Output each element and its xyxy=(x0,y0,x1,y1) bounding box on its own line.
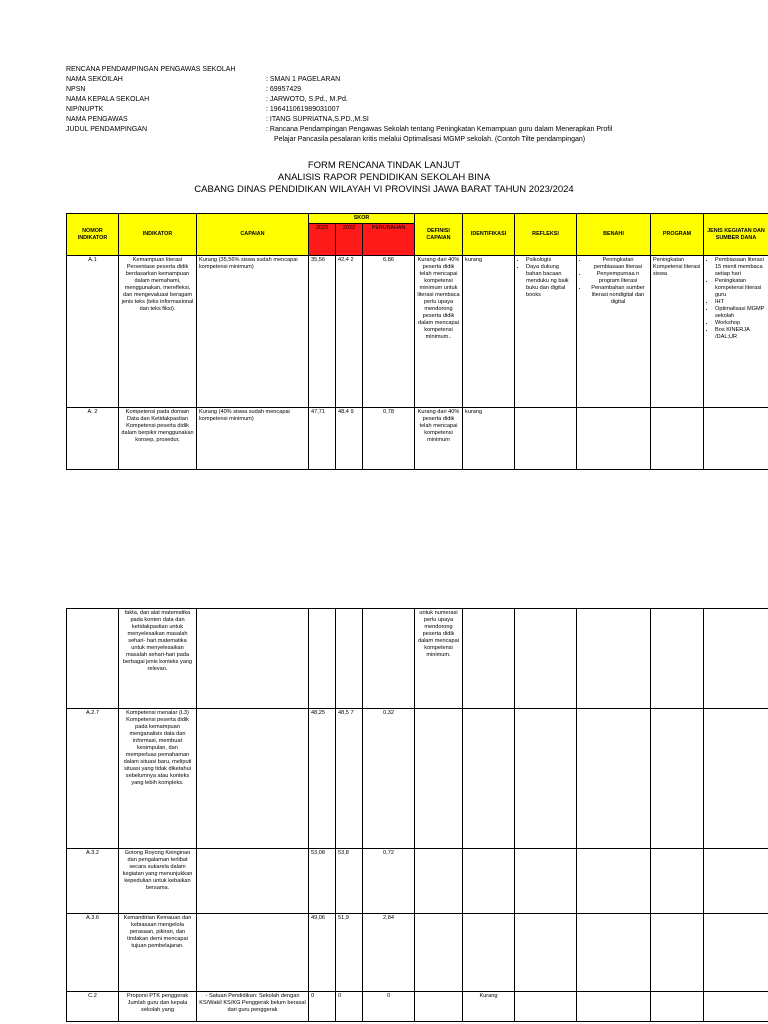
cell-indikator: Kompetensi pada domain Data dan Ketidakpastian Kompetensi peserta didik dalam berpikir menggunakan konsep, prosedur, xyxy=(119,408,197,470)
cell-nomor: A.2.7 xyxy=(67,709,119,849)
cell-capaian: Kurang (35,56% siswa sudah mencapai kompetensi minimum) xyxy=(197,256,309,408)
cell-benahi xyxy=(577,709,651,849)
cell-capaian xyxy=(197,849,309,914)
cell-definisi xyxy=(415,914,463,992)
col-nomor: NOMOR INDIKATOR xyxy=(67,214,119,256)
cell-capaian xyxy=(197,914,309,992)
header-field-value: : JARWOTO, S.Pd., M.Pd. xyxy=(266,96,348,103)
col-refleksi: REFLEKSI xyxy=(515,214,577,256)
judul-continuation: Pelajar Pancasila pesalaran kritis melalui Optimalisasi MGMP sekolah. (Contoh Tilte pendampingan) xyxy=(274,136,586,143)
cell-identifikasi xyxy=(463,709,515,849)
cell-definisi: Kurang dari 40% peserta didik telah mencapai kompetensi minimum untuk literasi membaca perlu upaya mendorong peserta didik dalam mencapai kompetensi minimum.. xyxy=(415,256,463,408)
jenis-item: • Optimalisasi MGMP sekolah xyxy=(715,306,766,320)
col-identifikasi: IDENTIFIKASI xyxy=(463,214,515,256)
cell-jenis xyxy=(704,992,768,1022)
header-field-label: NPSN xyxy=(66,86,86,93)
cell-skor-2023: 53,08 xyxy=(309,849,336,914)
cell-skor-2023: 0 xyxy=(309,992,336,1022)
cell-identifikasi: kurang xyxy=(463,408,515,470)
cell-program xyxy=(651,992,704,1022)
refleksi-item: • Psikologis xyxy=(526,257,574,264)
header-field-label: NAMA SEKOILAH xyxy=(66,76,123,83)
refleksi-item: • Daya dukung bahan bacaan menduku ng baik buku dan digital books xyxy=(526,264,574,299)
cell-refleksi xyxy=(515,256,577,408)
cell-perubahan: 2,84 xyxy=(363,914,415,992)
cell-jenis xyxy=(704,709,768,849)
header-field-row xyxy=(66,105,724,115)
header-field-label: NAMA PENGAWAS xyxy=(66,116,128,123)
jenis-item: • Pembiasaan literasi 15 menit membaca setiap hari xyxy=(715,257,766,278)
cell-identifikasi xyxy=(463,914,515,992)
table-row xyxy=(67,914,768,992)
cell-perubahan: 0,72 xyxy=(363,849,415,914)
cell-nomor: A.3.2 xyxy=(67,849,119,914)
cell-skor-2022 xyxy=(336,609,363,709)
cell-program xyxy=(651,408,704,470)
cell-benahi xyxy=(577,256,651,408)
cell-refleksi xyxy=(515,992,577,1022)
header-field-value: : ITANG SUPRIATNA,S.PD.,M.SI xyxy=(266,116,369,123)
form-title-line1: FORM RENCANA TINDAK LANJUT xyxy=(307,160,461,171)
cell-refleksi xyxy=(515,709,577,849)
cell-perubahan: 0,78 xyxy=(363,408,415,470)
cell-skor-2022: 42,4 2 xyxy=(336,256,363,408)
header-field-value: : 196411061989031007 xyxy=(266,106,340,113)
cell-skor-2023: 49,06 xyxy=(309,914,336,992)
col-2023: 2023 xyxy=(309,224,336,256)
cell-definisi xyxy=(415,849,463,914)
cell-refleksi xyxy=(515,408,577,470)
cell-jenis xyxy=(704,408,768,470)
header-field-row xyxy=(66,125,724,135)
jenis-item: • Workshop xyxy=(715,320,766,327)
cell-indikator: Gotong Royong Keinginan dan pengalaman terlibat secara sukarela dalam kegiatan yang menunjukkan kepedulian untuk kebaikan bersama. xyxy=(119,849,197,914)
cell-benahi xyxy=(577,609,651,709)
cell-indikator: Kompetensi menalar (L3) Kompetensi peserta didik pada kemampuan menganalisis data dan informasi, membuat kesimpulan, dan memperluas pemahaman dalam situasi baru, meliputi situasi yang tidak diketahui sebelumnya atau konteks yang lebih kompleks. xyxy=(119,709,197,849)
header-info xyxy=(66,65,724,145)
cell-skor-2022: 48,4 9 xyxy=(336,408,363,470)
header-field-value: : Rancana Pendampingan Pengawas Sekolah tentang Peningkatan Kemampuan guru dalam Menerapkan Profil xyxy=(266,126,613,133)
cell-program: Peningkatan Kompetensi literasi siswa xyxy=(651,256,704,408)
cell-program xyxy=(651,709,704,849)
form-title-line2: ANALISIS RAPOR PENDIDIKAN SEKOLAH BINA xyxy=(277,172,491,183)
cell-skor-2023: 35,56 xyxy=(309,256,336,408)
header-field-row xyxy=(66,115,724,125)
table-row xyxy=(67,408,768,470)
cell-perubahan: 0 xyxy=(363,992,415,1022)
benahi-item: • Penyempurnaa n program literasi xyxy=(588,271,648,285)
cell-capaian xyxy=(197,709,309,849)
form-title xyxy=(0,160,768,196)
cell-capaian: - Satuan Pendidikan: Sekolah dengan KS/Wakil KS/KG Penggerak belum berasal dari guru penggerak xyxy=(197,992,309,1022)
cell-identifikasi: Kurang xyxy=(463,992,515,1022)
form-title-line3: CABANG DINAS PENDIDIKAN WILAYAH VI PROVINSI JAWA BARAT TAHUN 2023/2024 xyxy=(194,184,574,195)
cell-capaian: Kurang (40% siswa sudah mencapai kompetensi minimum) xyxy=(197,408,309,470)
jenis-item: • Bos KINERJA /DAL;UR xyxy=(715,327,766,341)
cell-perubahan: 0,32 xyxy=(363,709,415,849)
table-row xyxy=(67,992,768,1022)
col-indikator: INDIKATOR xyxy=(119,214,197,256)
table-row xyxy=(67,709,768,849)
cell-refleksi xyxy=(515,914,577,992)
cell-benahi xyxy=(577,914,651,992)
cell-capaian xyxy=(197,609,309,709)
col-program: PROGRAM xyxy=(651,214,704,256)
cell-refleksi xyxy=(515,849,577,914)
table-row xyxy=(67,609,768,709)
cell-identifikasi xyxy=(463,609,515,709)
cell-benahi xyxy=(577,849,651,914)
col-perubahan: PERUBAHAN xyxy=(363,224,415,256)
benahi-item: • Penambahan sumber literasi nondigital dan digital xyxy=(588,285,648,306)
cell-definisi xyxy=(415,992,463,1022)
cell-nomor xyxy=(67,609,119,709)
cell-jenis xyxy=(704,914,768,992)
cell-program xyxy=(651,914,704,992)
header-field-value: : SMAN 1 PAGELARAN xyxy=(266,76,341,83)
cell-skor-2022: 53,8 xyxy=(336,849,363,914)
cell-skor-2023: 47,71 xyxy=(309,408,336,470)
table-row xyxy=(67,849,768,914)
rtl-table-bottom xyxy=(66,608,768,1022)
cell-nomor: A. 2 xyxy=(67,408,119,470)
cell-definisi: untuk numerasi perlu upaya mendorong peserta didik dalam mencapai kompetensi minimum. xyxy=(415,609,463,709)
cell-indikator: fakta, dan alat matematika pada konten data dan ketidakpastian untuk menyelesaikan masalah sehari- hari.matematika untuk menyelesaikan masalah sehari-hari pada berbagai jenis konteks yang relevan. xyxy=(119,609,197,709)
cell-refleksi xyxy=(515,609,577,709)
benahi-item: • Peningkatan pembiasaan literasi xyxy=(588,257,648,271)
cell-benahi xyxy=(577,992,651,1022)
table-row xyxy=(67,256,768,408)
judul-continuation-row xyxy=(66,135,724,145)
cell-skor-2022: 51,9 xyxy=(336,914,363,992)
cell-skor-2022: 0 xyxy=(336,992,363,1022)
header-field-value: : 69957429 xyxy=(266,86,302,93)
cell-program xyxy=(651,609,704,709)
cell-nomor: C.2 xyxy=(67,992,119,1022)
cell-perubahan xyxy=(363,609,415,709)
header-field-label: NIP/NUPTK xyxy=(66,106,104,113)
cell-perubahan: 6,86 xyxy=(363,256,415,408)
col-definisi: DEFINISI CAPAIAN xyxy=(415,214,463,256)
cell-skor-2023 xyxy=(309,609,336,709)
header-field-row xyxy=(66,75,724,85)
document-title: RENCANA PENDAMPINGAN PENGAWAS SEKOLAH xyxy=(66,66,236,73)
header-field-row xyxy=(66,85,724,95)
cell-skor-2022: 48,5 7 xyxy=(336,709,363,849)
cell-jenis xyxy=(704,849,768,914)
cell-indikator: Proporsi PTK penggerak Jumlah guru dan kepala sekolah yang xyxy=(119,992,197,1022)
cell-skor-2023: 48,25 xyxy=(309,709,336,849)
cell-benahi xyxy=(577,408,651,470)
cell-jenis xyxy=(704,609,768,709)
col-2022: 2022 xyxy=(336,224,363,256)
jenis-item: • IHT xyxy=(715,299,766,306)
header-field-label: NAMA KEPALA SEKOLAH xyxy=(66,96,150,103)
cell-indikator: Kemampuan literasi Persentase peserta didik berdasarkan kemampuan dalam memahami, menggunakan, merefleksi, dan mengevaluasi beragam jenis teks (teks informasional dan teks fiksi). xyxy=(119,256,197,408)
header-field-label: JUDUL PENDAMPINGAN xyxy=(66,126,148,133)
col-jenis: JENIS KEGIATAN DAN SUMBER DANA xyxy=(704,214,768,256)
cell-definisi: Kurang dari 40% peserta didik telah mencapai kompetensi minimum xyxy=(415,408,463,470)
cell-program xyxy=(651,849,704,914)
col-benahi: BENAHI xyxy=(577,214,651,256)
header-field-row xyxy=(66,95,724,105)
col-skor: SKOR xyxy=(309,214,415,224)
jenis-item: • Peningkatan kompetensi literasi guru xyxy=(715,278,766,299)
cell-nomor: A.3.6 xyxy=(67,914,119,992)
cell-identifikasi xyxy=(463,849,515,914)
cell-identifikasi: kurang xyxy=(463,256,515,408)
cell-definisi xyxy=(415,709,463,849)
cell-jenis xyxy=(704,256,768,408)
rtl-table-top xyxy=(66,213,768,470)
col-capaian: CAPAIAN xyxy=(197,214,309,256)
cell-nomor: A.1 xyxy=(67,256,119,408)
cell-indikator: Kemandirian Kemauan dan kebiasaan mengelola perasaan, pikiran, dan tindakan demi mencapai tujuan pembelajaran. xyxy=(119,914,197,992)
